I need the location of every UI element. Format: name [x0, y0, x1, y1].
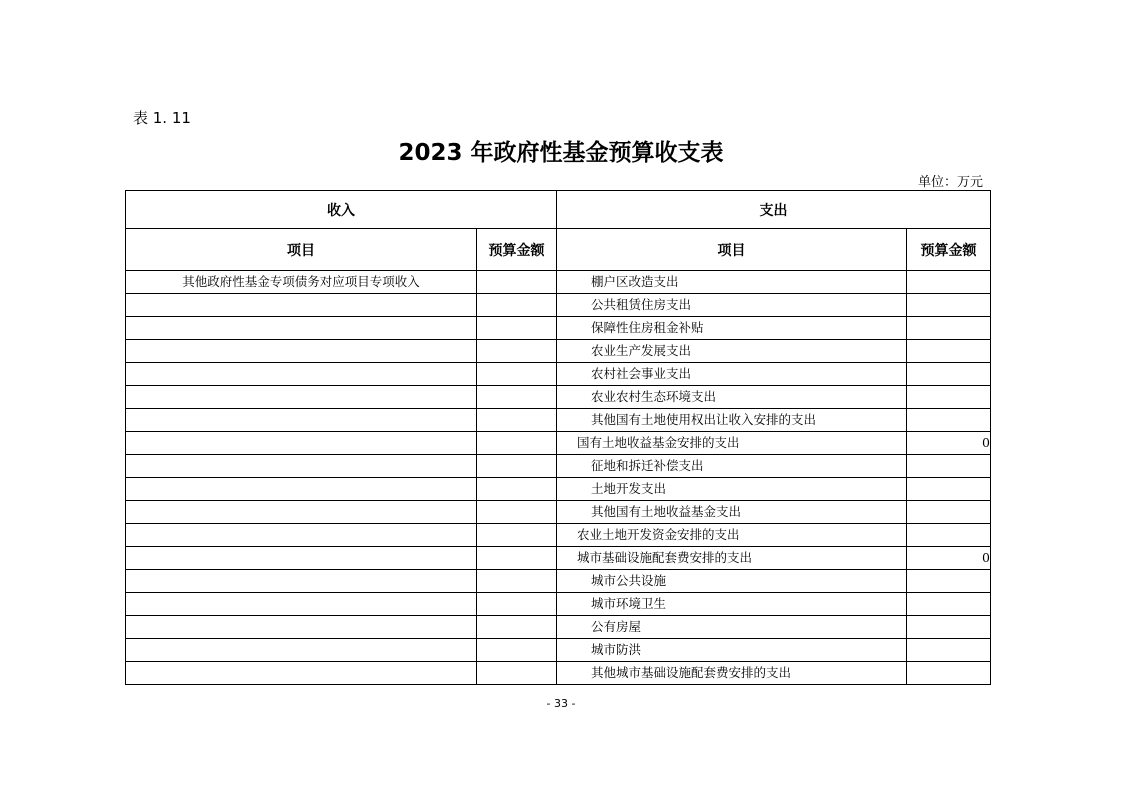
expense-amount-cell	[907, 501, 991, 524]
expense-item-cell: 公有房屋	[557, 616, 907, 639]
table-row	[126, 317, 991, 340]
expense-amount-cell	[907, 639, 991, 662]
income-item-column-header: 项目	[126, 229, 477, 271]
budget-table	[125, 190, 991, 685]
expense-amount-column-header: 预算金额	[907, 229, 991, 271]
expense-amount-cell	[907, 386, 991, 409]
income-amount-cell	[477, 432, 557, 455]
table-row	[126, 340, 991, 363]
expense-amount-cell	[907, 340, 991, 363]
expense-item-cell: 公共租赁住房支出	[557, 294, 907, 317]
income-item-cell	[126, 478, 477, 501]
expense-item-cell: 棚户区改造支出	[557, 271, 907, 294]
income-amount-cell	[477, 386, 557, 409]
table-row	[126, 294, 991, 317]
income-item-cell	[126, 639, 477, 662]
income-amount-cell	[477, 547, 557, 570]
table-row	[126, 478, 991, 501]
income-amount-cell	[477, 455, 557, 478]
expense-item-cell: 其他国有土地收益基金支出	[557, 501, 907, 524]
income-item-cell	[126, 593, 477, 616]
expense-item-cell: 城市防洪	[557, 639, 907, 662]
expense-amount-cell	[907, 294, 991, 317]
expense-amount-cell	[907, 317, 991, 340]
page-number: - 33 -	[546, 697, 576, 710]
income-amount-cell	[477, 639, 557, 662]
income-item-cell	[126, 455, 477, 478]
income-amount-cell	[477, 317, 557, 340]
expense-amount-cell	[907, 524, 991, 547]
expense-amount-cell	[907, 570, 991, 593]
income-section-header: 收入	[126, 191, 557, 229]
expense-amount-cell	[907, 662, 991, 685]
expense-item-cell: 土地开发支出	[557, 478, 907, 501]
income-amount-cell	[477, 593, 557, 616]
income-amount-cell	[477, 271, 557, 294]
unit-label: 单位：万元	[917, 175, 983, 190]
expense-item-cell: 农业生产发展支出	[557, 340, 907, 363]
table-body	[126, 271, 991, 685]
expense-amount-cell	[907, 363, 991, 386]
expense-item-cell: 农业农村生态环境支出	[557, 386, 907, 409]
income-amount-cell	[477, 363, 557, 386]
table-row	[126, 363, 991, 386]
expense-amount-cell	[907, 478, 991, 501]
income-item-cell	[126, 570, 477, 593]
expense-item-cell: 其他城市基础设施配套费安排的支出	[557, 662, 907, 685]
income-item-cell	[126, 294, 477, 317]
income-item-cell	[126, 409, 477, 432]
income-item-cell	[126, 616, 477, 639]
expense-amount-cell	[907, 409, 991, 432]
table-row	[126, 409, 991, 432]
income-item-cell	[126, 363, 477, 386]
table-row	[126, 524, 991, 547]
table-row	[126, 547, 991, 570]
income-amount-cell	[477, 409, 557, 432]
table-row	[126, 639, 991, 662]
table-row	[126, 616, 991, 639]
expense-amount-cell	[907, 271, 991, 294]
income-item-cell	[126, 432, 477, 455]
expense-item-cell: 城市环境卫生	[557, 593, 907, 616]
income-amount-cell	[477, 294, 557, 317]
section-header-row	[126, 191, 991, 229]
income-item-cell	[126, 317, 477, 340]
income-item-cell	[126, 340, 477, 363]
income-item-cell	[126, 501, 477, 524]
expense-item-cell: 保障性住房租金补贴	[557, 317, 907, 340]
income-amount-cell	[477, 662, 557, 685]
table-row	[126, 501, 991, 524]
income-amount-cell	[477, 570, 557, 593]
expense-item-cell: 农业土地开发资金安排的支出	[557, 524, 907, 547]
table-row	[126, 386, 991, 409]
income-amount-column-header: 预算金额	[477, 229, 557, 271]
expense-amount-cell	[907, 593, 991, 616]
table-row	[126, 593, 991, 616]
expense-item-cell: 城市公共设施	[557, 570, 907, 593]
page-title: 2023 年政府性基金预算收支表	[398, 140, 724, 166]
income-amount-cell	[477, 524, 557, 547]
table-row	[126, 271, 991, 294]
expense-section-header: 支出	[557, 191, 991, 229]
table-row	[126, 455, 991, 478]
table-row	[126, 570, 991, 593]
income-item-cell	[126, 662, 477, 685]
income-amount-cell	[477, 501, 557, 524]
expense-item-column-header: 项目	[557, 229, 907, 271]
expense-item-cell: 其他国有土地使用权出让收入安排的支出	[557, 409, 907, 432]
income-item-cell	[126, 386, 477, 409]
column-header-row	[126, 229, 991, 271]
expense-item-cell: 城市基础设施配套费安排的支出	[557, 547, 907, 570]
expense-item-cell: 农村社会事业支出	[557, 363, 907, 386]
table-label: 表 1. 11	[133, 109, 191, 127]
income-amount-cell	[477, 478, 557, 501]
expense-amount-cell: 0	[907, 432, 991, 455]
income-amount-cell	[477, 340, 557, 363]
expense-item-cell: 征地和拆迁补偿支出	[557, 455, 907, 478]
income-item-cell: 其他政府性基金专项债务对应项目专项收入	[126, 271, 477, 294]
expense-amount-cell	[907, 455, 991, 478]
income-item-cell	[126, 547, 477, 570]
table-row	[126, 432, 991, 455]
table-row	[126, 662, 991, 685]
expense-amount-cell: 0	[907, 547, 991, 570]
expense-amount-cell	[907, 616, 991, 639]
expense-item-cell: 国有土地收益基金安排的支出	[557, 432, 907, 455]
income-amount-cell	[477, 616, 557, 639]
income-item-cell	[126, 524, 477, 547]
